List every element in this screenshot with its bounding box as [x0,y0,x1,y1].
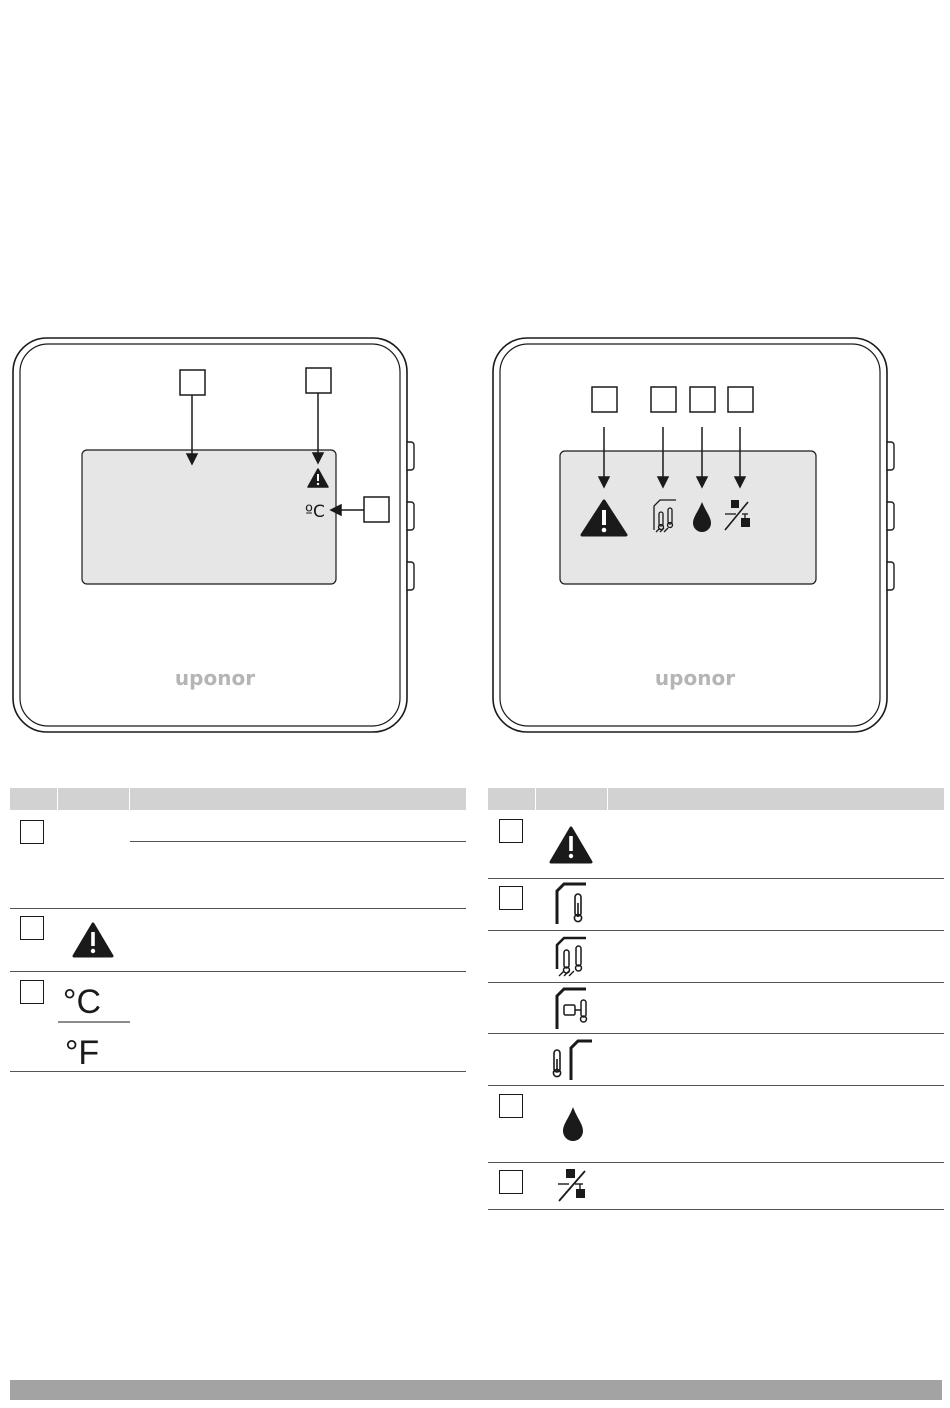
right-row-2-id-box [499,886,523,910]
left-row-3-id-box [20,980,44,1004]
callout-box-4 [728,387,753,412]
display-unit-text: ºC [305,502,325,522]
unit-icons [58,975,130,1069]
heating-cooling-switch-icon [555,1166,591,1204]
footer-bar [10,1380,942,1400]
right-row-divider-1 [488,878,944,879]
left-table-header [10,788,466,810]
callout-box-1 [180,370,205,395]
callout-box-2 [651,387,676,412]
side-button-bottom [407,562,414,590]
right-table-header [488,788,944,810]
right-row-divider-4 [488,1033,944,1034]
side-button-top [407,442,414,470]
right-row-divider-3 [488,982,944,983]
right-header-col-2 [535,788,608,810]
warning-icon [547,824,595,868]
floor-temperature-icon [550,933,594,979]
callout-box-3 [364,497,389,522]
left-row-2-id-box [20,916,44,940]
side-button-middle [887,502,894,530]
outdoor-temperature-icon [550,1036,594,1082]
fahrenheit-unit: °F [64,1034,100,1069]
right-row-1-id-box [499,819,523,843]
left-row-divider-1 [10,908,466,909]
side-buttons [407,442,414,590]
callout-box-3 [690,387,715,412]
left-header-col-1 [10,788,57,810]
remote-sensor-icon [550,985,598,1031]
right-row-7-id-box [499,1170,523,1194]
side-buttons [887,442,894,590]
right-header-col-1 [488,788,535,810]
left-row-1-subdivider [130,841,466,842]
right-thermostat-illustration [480,330,910,740]
celsius-unit: °C [62,983,102,1021]
left-row-1-id-box [20,820,44,844]
right-row-divider-2 [488,930,944,931]
right-row-6-id-box [499,1094,523,1118]
left-row-divider-2 [10,971,466,972]
brand-logo: uponor [174,666,256,690]
side-button-middle [407,502,414,530]
brand-logo: uponor [654,666,736,690]
left-thermostat-illustration [0,330,430,740]
warning-icon [70,920,116,962]
left-header-col-3 [129,788,467,810]
humidity-drop-icon [560,1105,586,1143]
side-button-bottom [887,562,894,590]
right-row-divider-7 [488,1209,944,1210]
lcd-display [82,450,336,584]
right-row-divider-5 [488,1085,944,1086]
callout-box-2 [306,368,331,393]
room-temperature-icon [550,881,594,927]
callout-box-1 [592,387,617,412]
right-header-col-3 [607,788,945,810]
side-button-top [887,442,894,470]
left-header-col-2 [57,788,130,810]
right-row-divider-6 [488,1162,944,1163]
left-row-divider-3 [10,1071,466,1072]
